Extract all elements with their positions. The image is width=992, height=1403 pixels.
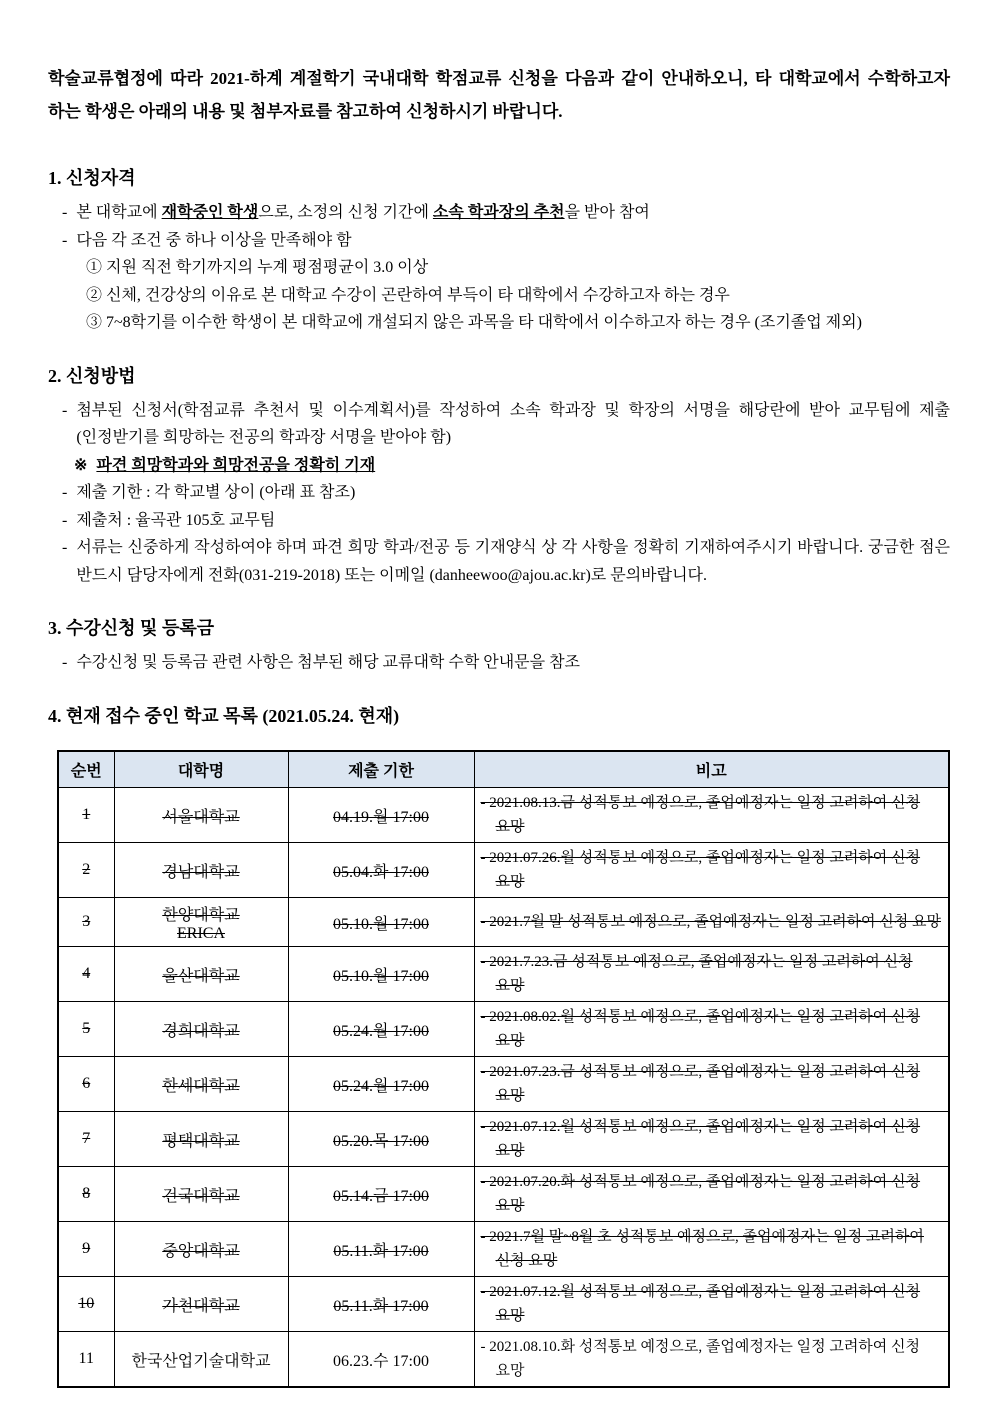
- table-row: [58, 1112, 949, 1167]
- cell-row-number: 1: [58, 788, 114, 843]
- bullet-dash: -: [62, 231, 68, 249]
- bullet-text-segment: 을 받아 참여: [564, 204, 650, 222]
- cell-remark: [474, 1112, 949, 1167]
- school-table-body: [58, 788, 949, 1388]
- apply-bullet-4: [62, 534, 950, 589]
- cell-row-number: 8: [58, 1167, 114, 1222]
- cell-row-number: 5: [58, 1002, 114, 1057]
- table-row: [58, 1332, 949, 1388]
- header-university: 대학명: [114, 751, 288, 788]
- cell-deadline: 05.24.월 17:00: [288, 1002, 474, 1057]
- remark-text: - 2021.07.23.금 성적통보 예정으로, 졸업예정자는 일정 고려하여 신청 요망: [480, 1064, 921, 1105]
- section-eligibility-title: 1. 신청자격: [48, 168, 136, 189]
- cell-remark: [474, 1332, 949, 1388]
- bullet-dash: -: [62, 484, 68, 502]
- section-how-to-apply: [48, 362, 950, 590]
- table-row: [58, 1002, 949, 1057]
- table-row: [58, 898, 949, 947]
- cell-deadline: 05.11.화 17:00: [288, 1277, 474, 1332]
- cell-university-name: 한국산업기술대학교: [114, 1332, 288, 1388]
- cell-row-number: 9: [58, 1222, 114, 1277]
- section-registration-title: 3. 수강신청 및 등록금: [48, 618, 215, 639]
- bullet-dash: -: [62, 204, 68, 222]
- header-remark: 비고: [474, 751, 949, 788]
- school-table: [57, 750, 950, 1389]
- note-marker: ※: [74, 456, 88, 474]
- remark-text: - 2021.7월 말~8월 초 성적통보 예정으로, 졸업예정자는 일정 고려하여 신청 요망: [480, 1229, 924, 1270]
- cell-remark: [474, 1277, 949, 1332]
- cell-deadline: 06.23.수 17:00: [288, 1332, 474, 1388]
- cell-university-name: 서울대학교: [114, 788, 288, 843]
- apply-bullet-3: [62, 507, 950, 535]
- cell-deadline: 04.19.월 17:00: [288, 788, 474, 843]
- section-registration: [48, 614, 950, 677]
- apply-bullet-3-text: 제출처 : 율곡관 105호 교무팀: [76, 511, 276, 529]
- apply-bullet-4-text: 서류는 신중하게 작성하여야 하며 파견 희망 학과/전공 등 기재양식 상 각 사항을 정확히 기재하여주시기 바랍니다. 궁금한 점은 반드시 담당자에게 전화(031-219-2018) 또는 이메일 (danheewoo@ajou.ac.kr)로 문의바랍니다.: [76, 539, 950, 584]
- cell-university-name: 건국대학교: [114, 1167, 288, 1222]
- eligibility-bullet-1: [62, 199, 950, 227]
- eligibility-condition-1: ① 지원 직전 학기까지의 누계 평점평균이 3.0 이상: [86, 259, 429, 277]
- bullet-text-segment: 으로, 소정의 신청 기간에: [258, 204, 433, 222]
- header-deadline: 제출 기한: [288, 751, 474, 788]
- cell-row-number: 3: [58, 898, 114, 947]
- bullet-dash: -: [62, 511, 68, 529]
- cell-row-number: 10: [58, 1277, 114, 1332]
- section-eligibility: [48, 164, 950, 337]
- remark-text: - 2021.07.12.월 성적통보 예정으로, 졸업예정자는 일정 고려하여 신청 요망: [480, 1119, 921, 1160]
- eligibility-condition-2: ② 신체, 건강상의 이유로 본 대학교 수강이 곤란하여 부득이 타 대학에서 수강하고자 하는 경우: [86, 286, 730, 304]
- eligibility-bullet-2: [62, 227, 950, 255]
- cell-deadline: 05.10.월 17:00: [288, 898, 474, 947]
- apply-bullet-2: [62, 479, 950, 507]
- remark-text: - 2021.08.10.화 성적통보 예정으로, 졸업예정자는 일정 고려하여 신청 요망: [480, 1339, 921, 1380]
- bullet-dash: -: [62, 654, 68, 672]
- remark-text: - 2021.07.26.월 성적통보 예정으로, 졸업예정자는 일정 고려하여 신청 요망: [480, 850, 921, 891]
- remark-text: - 2021.7월 말 성적통보 예정으로, 졸업예정자는 일정 고려하여 신청 요망: [480, 914, 941, 931]
- table-row: [58, 1277, 949, 1332]
- cell-deadline: 05.04.화 17:00: [288, 843, 474, 898]
- registration-bullet-1-text: 수강신청 및 등록금 관련 사항은 첨부된 해당 교류대학 수학 안내문을 참조: [76, 654, 581, 672]
- apply-note-text: 파견 희망학과와 희망전공을 정확히 기재: [96, 456, 376, 474]
- remark-text: - 2021.08.02.월 성적통보 예정으로, 졸업예정자는 일정 고려하여 신청 요망: [480, 1009, 921, 1050]
- cell-remark: [474, 1222, 949, 1277]
- cell-remark: [474, 1167, 949, 1222]
- cell-deadline: 05.10.월 17:00: [288, 947, 474, 1002]
- eligibility-bullet-2-text: 다음 각 조건 중 하나 이상을 만족해야 함: [76, 231, 352, 249]
- apply-bullet-2-text: 제출 기한 : 각 학교별 상이 (아래 표 참조): [76, 484, 356, 502]
- section-how-to-apply-title: 2. 신청방법: [48, 365, 136, 386]
- emphasized-text: 재학중인 학생: [161, 204, 259, 222]
- cell-row-number: 2: [58, 843, 114, 898]
- cell-remark: [474, 1057, 949, 1112]
- cell-remark: [474, 1002, 949, 1057]
- table-row: [58, 788, 949, 843]
- cell-university-name: 한세대학교: [114, 1057, 288, 1112]
- cell-university-name: 가천대학교: [114, 1277, 288, 1332]
- cell-remark: [474, 843, 949, 898]
- cell-remark: [474, 898, 949, 947]
- cell-university-name: 울산대학교: [114, 947, 288, 1002]
- table-row: [58, 1222, 949, 1277]
- section-school-list: [48, 702, 950, 1389]
- apply-note: [62, 452, 950, 480]
- remark-text: - 2021.07.12.월 성적통보 예정으로, 졸업예정자는 일정 고려하여 신청 요망: [480, 1284, 921, 1325]
- apply-bullet-1: [62, 397, 950, 452]
- table-row: [58, 843, 949, 898]
- remark-text: - 2021.07.20.화 성적통보 예정으로, 졸업예정자는 일정 고려하여 신청 요망: [480, 1174, 921, 1215]
- cell-deadline: 05.24.월 17:00: [288, 1057, 474, 1112]
- cell-remark: [474, 788, 949, 843]
- eligibility-bullet-1-text: [76, 199, 950, 227]
- bullet-dash: -: [62, 539, 68, 557]
- registration-bullet-1: [62, 649, 950, 677]
- cell-university-name: 경희대학교: [114, 1002, 288, 1057]
- cell-university-name: 한양대학교 ERICA: [114, 898, 288, 947]
- cell-row-number: 7: [58, 1112, 114, 1167]
- header-no: 순번: [58, 751, 114, 788]
- intro-paragraph: 학술교류협정에 따라 2021-하계 계절학기 국내대학 학점교류 신청을 다음과 같이 안내하오니, 타 대학교에서 수학하고자 하는 학생은 아래의 내용 및 첨부자료를 참고하여 신청하시기 바랍니다.: [48, 69, 950, 122]
- table-header-row: [58, 751, 949, 788]
- emphasized-text: 소속 학과장의 추천: [432, 204, 565, 222]
- cell-university-name: 중앙대학교: [114, 1222, 288, 1277]
- cell-row-number: 11: [58, 1332, 114, 1388]
- table-row: [58, 1057, 949, 1112]
- cell-remark: [474, 947, 949, 1002]
- cell-university-name: 평택대학교: [114, 1112, 288, 1167]
- table-row: [58, 1167, 949, 1222]
- section-school-list-title: 4. 현재 접수 중인 학교 목록 (2021.05.24. 현재): [48, 705, 400, 726]
- cell-row-number: 4: [58, 947, 114, 1002]
- table-row: [58, 947, 949, 1002]
- cell-university-name: 경남대학교: [114, 843, 288, 898]
- cell-deadline: 05.14.금 17:00: [288, 1167, 474, 1222]
- remark-text: - 2021.08.13.금 성적통보 예정으로, 졸업예정자는 일정 고려하여 신청 요망: [480, 795, 921, 836]
- remark-text: - 2021.7.23.금 성적통보 예정으로, 졸업예정자는 일정 고려하여 신청 요망: [480, 954, 913, 995]
- cell-deadline: 05.20.목 17:00: [288, 1112, 474, 1167]
- bullet-text-segment: 본 대학교에: [76, 204, 162, 222]
- bullet-dash: -: [62, 401, 68, 419]
- eligibility-condition-3: ③ 7~8학기를 이수한 학생이 본 대학교에 개설되지 않은 과목을 타 대학에서 이수하고자 하는 경우 (조기졸업 제외): [86, 314, 862, 332]
- apply-bullet-1-text: 첨부된 신청서(학점교류 추천서 및 이수계획서)를 작성하여 소속 학과장 및 학장의 서명을 해당란에 받아 교무팀에 제출 (인정받기를 희망하는 전공의 학과장 서명을 받아야 함): [76, 401, 950, 447]
- cell-deadline: 05.11.화 17:00: [288, 1222, 474, 1277]
- cell-row-number: 6: [58, 1057, 114, 1112]
